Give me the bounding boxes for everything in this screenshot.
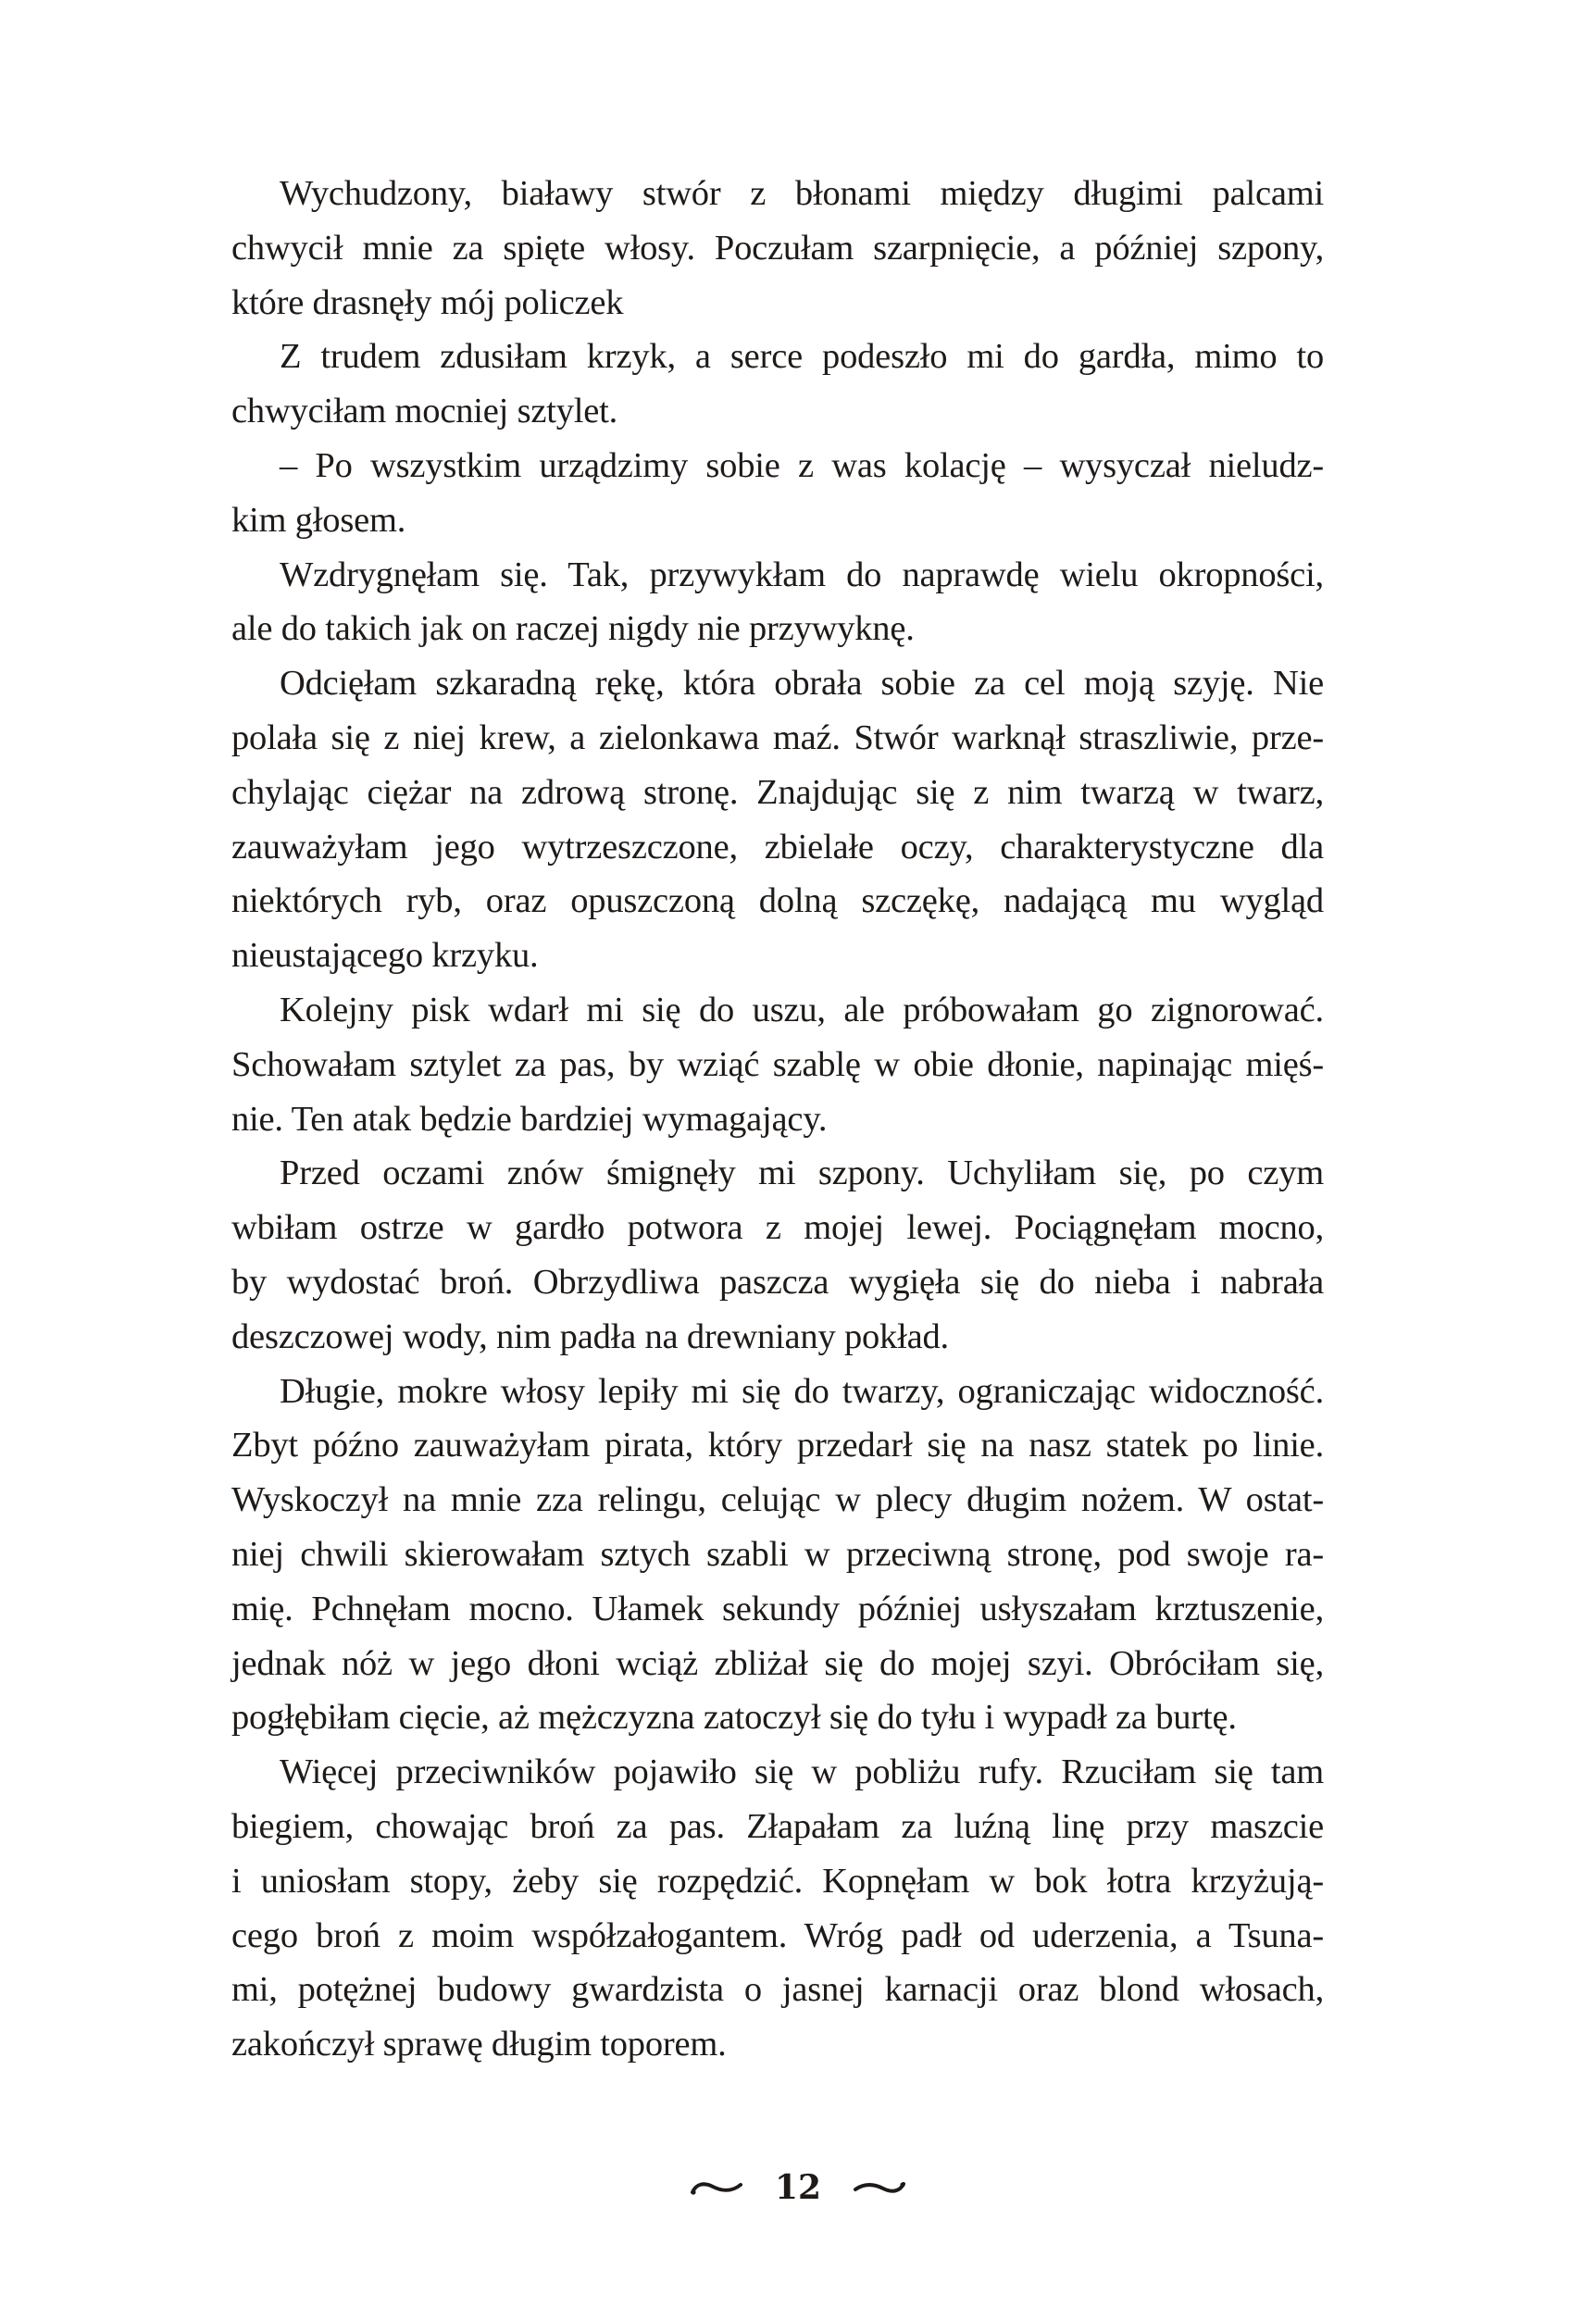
text-line: wbiłam ostrze w gardło potwora z mojej lewej. Pociągnęłam mocno,: [231, 1208, 1324, 1248]
text-line: Schowałam sztylet za pas, by wziąć szablę w obie dłonie, napinając mięś-: [231, 1044, 1324, 1084]
text-line: chwycił mnie za spięte włosy. Poczułam szarpnięcie, a później szpony,: [231, 228, 1324, 268]
text-line: – Po wszystkim urządzimy sobie z was kolację – wysyczał nieludz-: [280, 445, 1324, 485]
text-line: jednak nóż w jego dłoni wciąż zbliżał się do mojej szyi. Obróciłam się,: [231, 1643, 1324, 1683]
swash-left-icon: [689, 2176, 744, 2199]
text-line: Odcięłam szkaradną rękę, która obrała sobie za cel moją szyję. Nie: [280, 664, 1324, 704]
paragraph: [231, 548, 1324, 657]
text-line: nieustającego krzyku.: [231, 936, 539, 976]
text-line: zakończył sprawę długim toporem.: [231, 2025, 727, 2064]
text-line: cego broń z moim współzałogantem. Wróg padł od uderzenia, a Tsuna-: [231, 1915, 1324, 1955]
text-line: Wychudzony, białawy stwór z błonami między długimi palcami: [280, 174, 1324, 213]
swash-right-icon: [852, 2176, 907, 2199]
text-line: deszczowej wody, nim padła na drewniany pokład.: [231, 1316, 949, 1356]
text-line: Długie, mokre włosy lepiły mi się do twarzy, ograniczając widoczność.: [280, 1371, 1324, 1411]
text-line: polała się z niej krew, a zielonkawa maź. Stwór warknął straszliwie, prze-: [231, 717, 1324, 757]
text-line: Więcej przeciwników pojawiło się w pobliżu rufy. Rzuciłam się tam: [280, 1752, 1324, 1792]
text-line: by wydostać broń. Obrzydliwa paszcza wygięła się do nieba i nabrała: [231, 1262, 1324, 1302]
body-text: [231, 167, 1324, 2072]
text-line: i uniosłam stopy, żeby się rozpędzić. Kopnęłam w bok łotra krzyżują-: [231, 1861, 1324, 1901]
text-line: mię. Pchnęłam mocno. Ułamek sekundy później usłyszałam krztuszenie,: [231, 1589, 1324, 1628]
text-line: mi, potężnej budowy gwardzista o jasnej karnacji oraz blond włosach,: [231, 1970, 1324, 2010]
text-line: nie. Ten atak będzie bardziej wymagający.: [231, 1099, 828, 1139]
text-line: pogłębiłam cięcie, aż mężczyzna zatoczył się do tyłu i wypadł za burtę.: [231, 1698, 1237, 1738]
paragraph: [231, 1745, 1324, 2072]
page-number-footer: [0, 2163, 1596, 2210]
paragraph: [231, 1365, 1324, 1746]
text-line: chylając ciężar na zdrową stronę. Znajdując się z nim twarzą w twarz,: [231, 772, 1324, 812]
paragraph: [231, 1146, 1324, 1364]
text-line: niej chwili skierowałam sztych szabli w przeciwną stronę, pod swoje ra-: [231, 1534, 1324, 1574]
paragraph: [231, 330, 1324, 439]
text-line: Zbyt późno zauważyłam pirata, który przedarł się na nasz statek po linie.: [231, 1426, 1324, 1465]
paragraph: [231, 167, 1324, 330]
text-line: Z trudem zdusiłam krzyk, a serce podeszło mi do gardła, mimo to: [280, 337, 1324, 377]
text-line: które drasnęły mój policzek: [231, 282, 624, 322]
dialogue-paragraph: [231, 439, 1324, 548]
text-line: Wyskoczył na mnie zza relingu, celując w plecy długim nożem. W ostat-: [231, 1480, 1324, 1520]
paragraph: [231, 983, 1324, 1146]
text-line: kim głosem.: [231, 500, 406, 540]
paragraph: [231, 656, 1324, 983]
text-line: biegiem, chowając broń za pas. Złapałam za luźną linę przy maszcie: [231, 1806, 1324, 1846]
text-line: niektórych ryb, oraz opuszczoną dolną szczękę, nadającą mu wygląd: [231, 881, 1324, 921]
text-line: Przed oczami znów śmignęły mi szpony. Uchyliłam się, po czym: [280, 1154, 1324, 1193]
page-number: 12: [774, 2168, 822, 2207]
text-line: ale do takich jak on raczej nigdy nie przywyknę.: [231, 609, 915, 649]
text-line: Kolejny pisk wdarł mi się do uszu, ale próbowałam go zignorować.: [280, 990, 1324, 1029]
text-line: chwyciłam mocniej sztylet.: [231, 392, 618, 431]
text-line: zauważyłam jego wytrzeszczone, zbielałe oczy, charakterystyczne dla: [231, 827, 1324, 867]
text-line: Wzdrygnęłam się. Tak, przywykłam do naprawdę wielu okropności,: [280, 555, 1324, 594]
